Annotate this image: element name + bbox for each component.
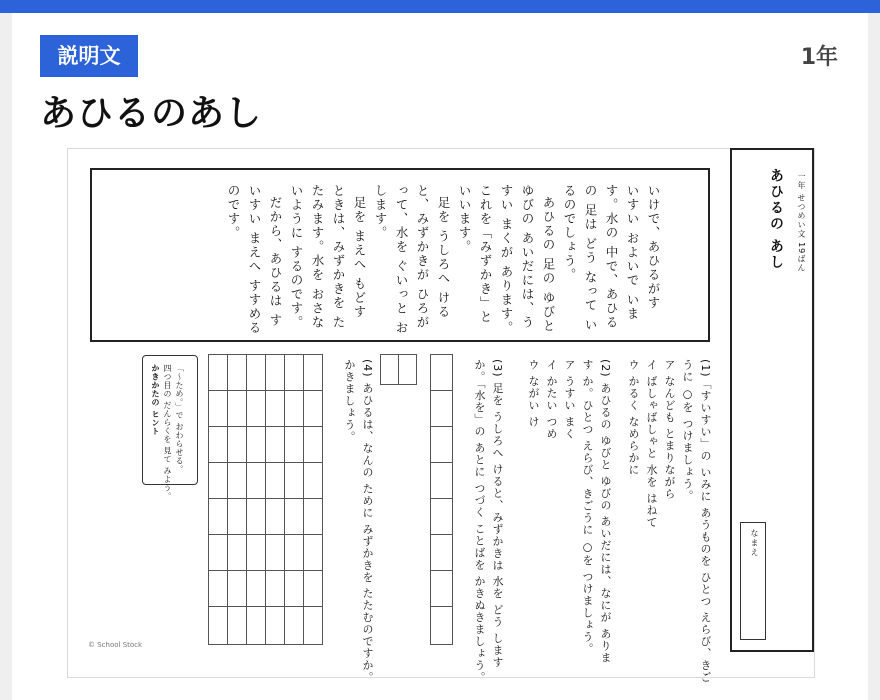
top-accent-bar xyxy=(0,0,880,13)
passage-line: これを「みずかき」と xyxy=(478,184,493,324)
worksheet-title: あひるの あし xyxy=(768,168,784,271)
question-1: (1)「すいすい」の いみに あうものを ひとつ えらび、きご xyxy=(699,359,712,684)
hint-line: 「〜ため。」で おわらせる。 xyxy=(175,364,184,474)
passage-line: たみます。水を おさな xyxy=(310,184,325,330)
passage-line: 足を まえへ もどす xyxy=(352,196,367,319)
question-2: (2) あひるの ゆびと ゆびの あいだには、なにが ありま xyxy=(599,359,612,665)
question-3: (3) 足を うしろへ けると、みずかきは 水を どう します xyxy=(491,359,504,669)
passage-line: って、水を ぐいっと お xyxy=(394,184,409,335)
passage-line: 足を うしろへ ける xyxy=(436,196,451,319)
question-4: (4) あひるは、なんの ために みずかきを たたむのですか。 xyxy=(361,359,374,684)
passage-line: す。水の 中で、あひる xyxy=(604,184,619,330)
answer-grid-q4[interactable] xyxy=(208,354,323,645)
name-box[interactable] xyxy=(740,522,766,640)
category-badge: 説明文 xyxy=(40,35,138,77)
question-2-cont: す か。ひとつ えらび、きごうに ○を つけましょう。 xyxy=(581,359,594,655)
copyright-text: © School Stock xyxy=(88,641,143,649)
page-title: あひるのあし xyxy=(40,93,263,134)
name-label: なまえ xyxy=(750,529,759,558)
question-1-cont: うに ○を つけましょう。 xyxy=(681,359,694,502)
worksheet-subtitle: 一年 せつめい文 19ばん xyxy=(797,172,806,273)
passage-line: ときは、みずかきを た xyxy=(331,184,346,330)
passage-box xyxy=(90,168,710,342)
passage-line: いすい およいで いま xyxy=(625,184,640,321)
hint-box xyxy=(142,355,198,501)
answer-grid-q3[interactable] xyxy=(430,354,453,645)
passage-line: だから、あひるは す xyxy=(268,196,283,328)
worksheet-image xyxy=(67,148,815,684)
passage-line: ゆびの あいだには、う xyxy=(520,184,535,330)
worksheet-header-panel xyxy=(730,148,814,652)
passage-line: あひるの 足の ゆびと xyxy=(541,196,556,333)
answer-grid-q3-top[interactable] xyxy=(380,354,417,385)
passage-line: いいます。 xyxy=(457,184,472,254)
option: イ かたい つめ xyxy=(545,359,558,440)
option: ウ ながい け xyxy=(527,359,540,428)
passage-line: の 足は どう なって い xyxy=(583,184,598,332)
passage-line: と、みずかきが ひろが xyxy=(415,184,430,330)
passage-line: します。 xyxy=(373,184,388,240)
passage-line: いように するのです。 xyxy=(289,184,304,330)
option: イ ばしゃばしゃと 水を はねて xyxy=(645,359,658,529)
hint-title: かきかたの ヒント xyxy=(151,364,160,436)
grade-label: 1年 xyxy=(800,45,838,70)
option: ア なんども とまりながら xyxy=(663,359,676,500)
option: ア うすい まく xyxy=(563,359,576,440)
passage-line: いけで、あひるがす xyxy=(646,184,661,310)
option: ウ かるく なめらかに xyxy=(627,359,640,476)
passage-line: すい まくが あります。 xyxy=(499,184,514,335)
question-3-cont: か。「水を」の あとに つづく ことばを かきぬきましょう。 xyxy=(473,359,486,684)
hint-line: 四つ目の だんらくを 見て みよう。 xyxy=(163,364,172,501)
passage-line: いすい まえへ すすめる xyxy=(247,184,262,335)
question-4-cont: かきましょう。 xyxy=(343,359,356,443)
passage-line: のです。 xyxy=(226,184,241,240)
passage-line: るのでしょう。 xyxy=(562,184,577,282)
